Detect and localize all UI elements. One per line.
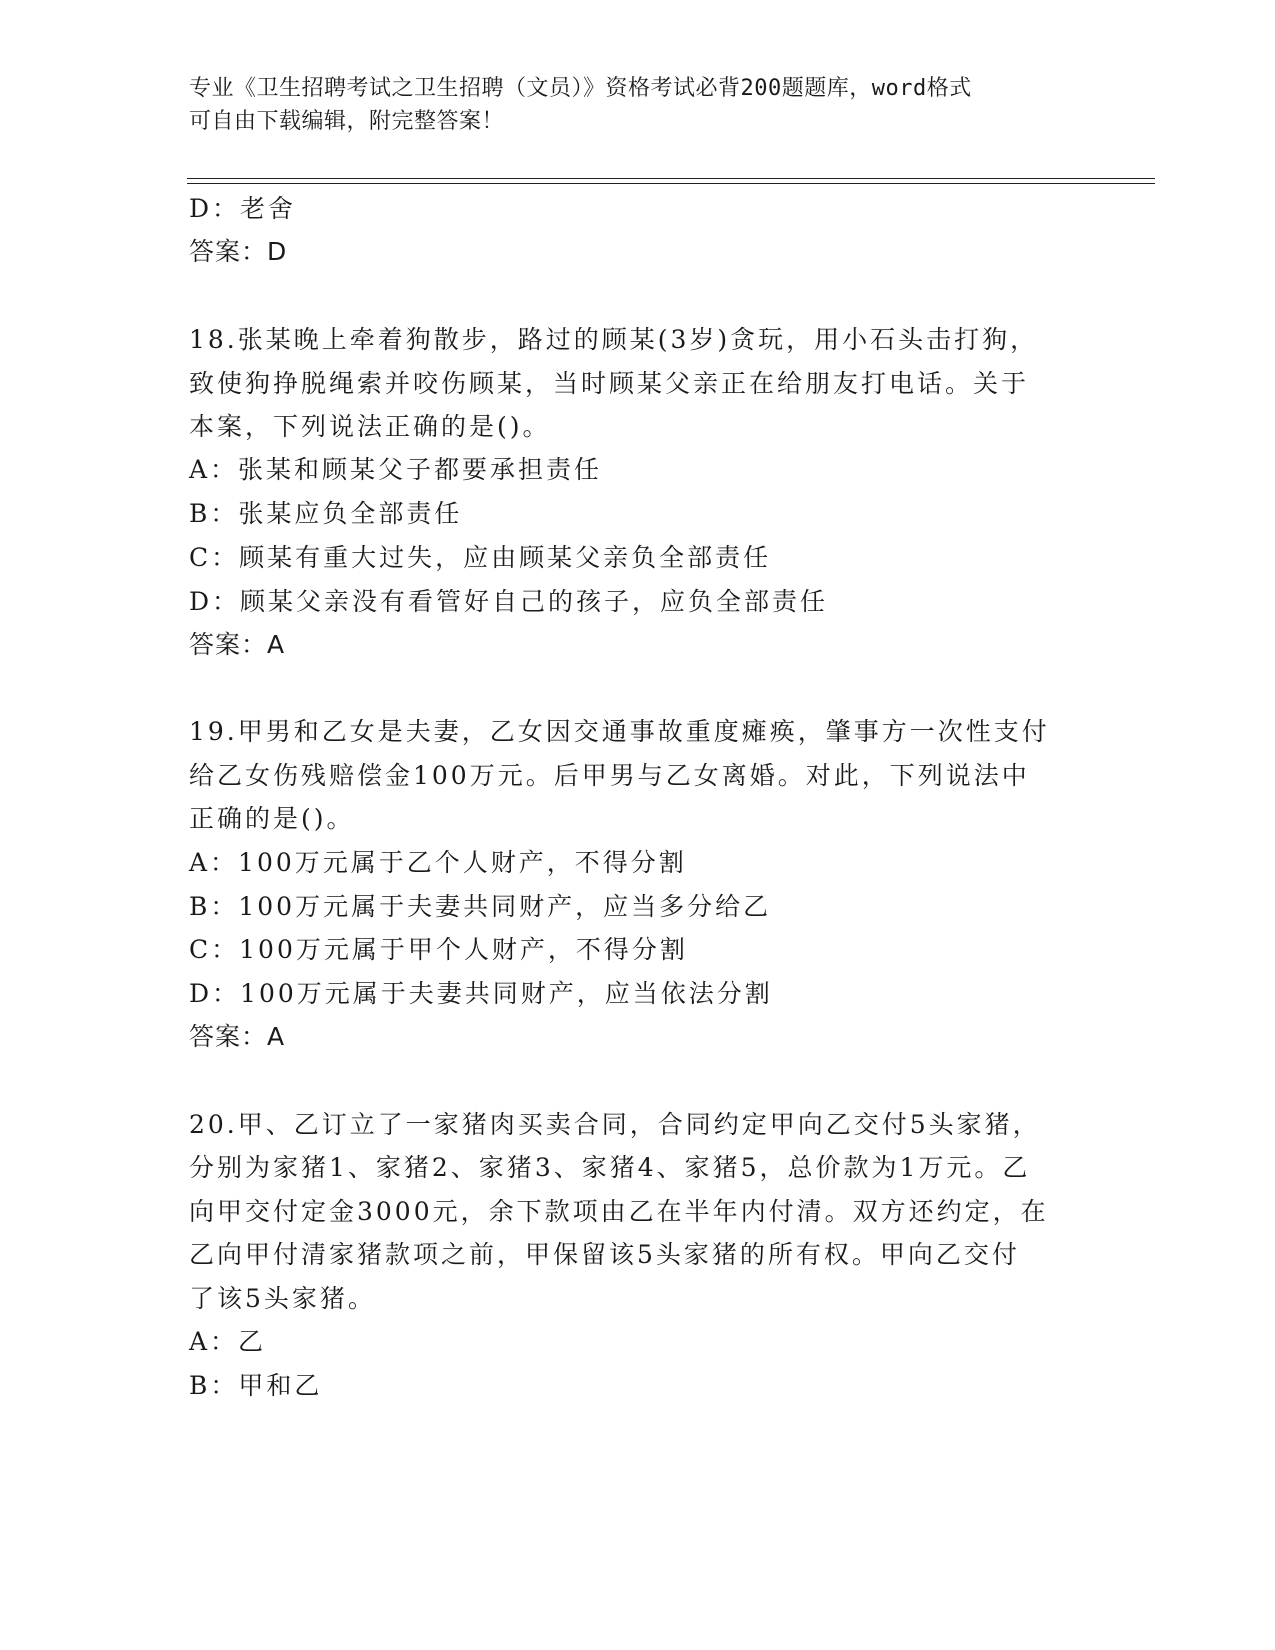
q18-option-b: B：张某应负全部责任 <box>189 499 463 528</box>
q19-stem-line-1: 19.甲男和乙女是夫妻，乙女因交通事故重度瘫痪，肇事方一次性支付 <box>189 717 1050 746</box>
prev-answer: 答案：D <box>189 237 288 266</box>
q20-stem-line-3: 向甲交付定金3000元，余下款项由乙在半年内付清。双方还约定，在 <box>189 1197 1049 1226</box>
prev-option-d: D：老舍 <box>189 194 297 223</box>
header-line-2: 可自由下载编辑，附完整答案！ <box>189 109 505 134</box>
q20-stem-line-1: 20.甲、乙订立了一家猪肉买卖合同，合同约定甲向乙交付5头家猪， <box>189 1110 1041 1139</box>
q19-stem-line-3: 正确的是()。 <box>189 804 355 833</box>
q19-option-b: B：100万元属于夫妻共同财产，应当多分给乙 <box>189 892 772 921</box>
q19-option-d: D：100万元属于夫妻共同财产，应当依法分割 <box>189 979 773 1008</box>
q20-option-b: B：甲和乙 <box>189 1371 323 1400</box>
header-divider-bottom <box>187 183 1155 184</box>
q19-answer: 答案：A <box>189 1022 286 1051</box>
document-header <box>189 72 1089 138</box>
q19-option-c: C：100万元属于甲个人财产，不得分割 <box>189 935 688 964</box>
q20-stem-line-4: 乙向甲付清家猪款项之前，甲保留该5头家猪的所有权。甲向乙交付 <box>189 1240 1020 1269</box>
q18-stem-line-2: 致使狗挣脱绳索并咬伤顾某，当时顾某父亲正在给朋友打电话。关于 <box>189 369 1030 398</box>
q18-option-a: A：张某和顾某父子都要承担责任 <box>189 455 603 484</box>
q18-stem-line-1: 18.张某晚上牵着狗散步，路过的顾某(3岁)贪玩，用小石头击打狗， <box>189 325 1039 354</box>
header-line-1: 专业《卫生招聘考试之卫生招聘（文员）》资格考试必背200题题库，word格式 <box>189 76 972 101</box>
q20-option-a: A：乙 <box>189 1327 267 1356</box>
q20-stem-line-5: 了该5头家猪。 <box>189 1284 376 1313</box>
q20-stem-line-2: 分别为家猪1、家猪2、家猪3、家猪4、家猪5，总价款为1万元。乙 <box>189 1153 1031 1182</box>
q18-option-c: C：顾某有重大过失，应由顾某父亲负全部责任 <box>189 543 772 572</box>
q19-option-a: A：100万元属于乙个人财产，不得分割 <box>189 848 687 877</box>
header-divider-top <box>187 178 1155 179</box>
q18-stem-line-3: 本案，下列说法正确的是()。 <box>189 412 551 441</box>
q18-option-d: D：顾某父亲没有看管好自己的孩子，应负全部责任 <box>189 587 829 616</box>
q19-stem-line-2: 给乙女伤残赔偿金100万元。后甲男与乙女离婚。对此，下列说法中 <box>189 761 1030 790</box>
q18-answer: 答案：A <box>189 630 286 659</box>
